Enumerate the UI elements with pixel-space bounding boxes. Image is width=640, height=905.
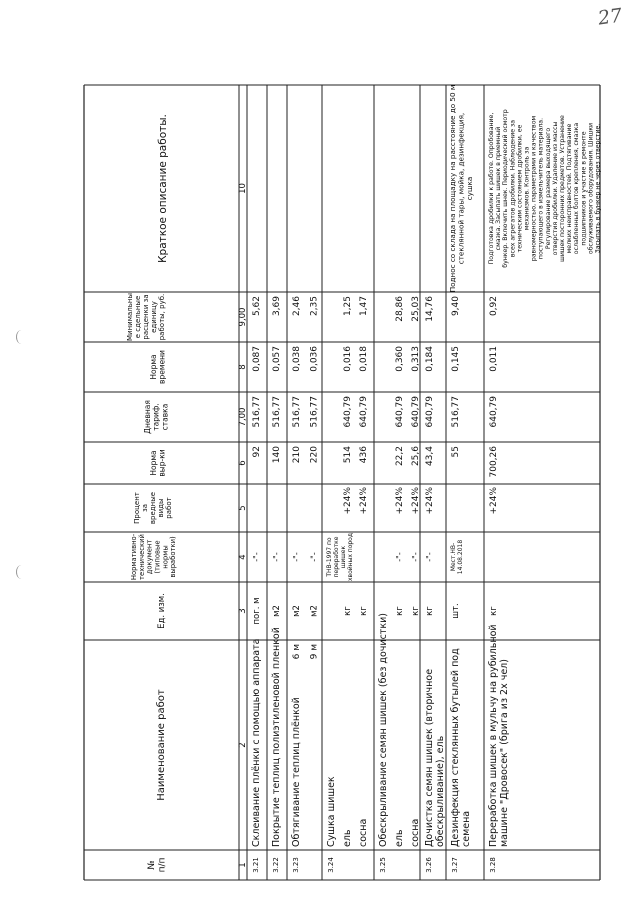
unit: м2 <box>309 605 320 617</box>
min-rate: 1,47 <box>359 296 369 317</box>
header-percent: Процентзавредныевидыработ <box>133 491 174 525</box>
row-number: 3.27 <box>451 857 459 873</box>
header-norm-output: Нормавыр-ки <box>149 449 167 477</box>
norm-document: -"- <box>309 552 319 562</box>
row-number: 3.25 <box>379 857 387 873</box>
tariff: 640,79 <box>411 396 421 428</box>
unit: кг <box>395 606 405 616</box>
norm-output: 436 <box>359 446 369 464</box>
norm-document: -"- <box>292 552 301 562</box>
min-rate: 5,62 <box>252 296 262 317</box>
column-number: 2 <box>238 742 248 748</box>
norm-document: Мест.НВ-14.08.2018 <box>450 539 464 575</box>
row-title: Сушка шишек <box>326 776 337 847</box>
work-name: Покрытие теплиц полиэтиленовой пленкой <box>271 627 282 847</box>
row-number: 3.22 <box>272 857 280 873</box>
norm-output: 700,26 <box>489 446 499 478</box>
row-number: 3.28 <box>489 857 497 873</box>
unit: пог. м <box>252 597 262 625</box>
work-name-suffix: 9 м <box>309 644 320 660</box>
tariff: 640,79 <box>343 396 353 428</box>
column-number: 10 <box>238 183 248 194</box>
header-name: Наименование работ <box>156 689 167 801</box>
norm-output: 220 <box>309 446 320 464</box>
percent: +24% <box>395 487 405 515</box>
unit: м2 <box>272 605 282 617</box>
row-number: 3.24 <box>327 857 335 873</box>
work-description: Поднос со склада на площадку на расстояние до 50 мстеклянной тары, мойка, дезинфекция,сушка <box>448 84 474 293</box>
norm-output: 210 <box>292 446 302 464</box>
unit: кг <box>343 606 353 616</box>
row-number: 3.26 <box>425 857 433 873</box>
row-title: Обескрыливание семян шишек (без дочистки) <box>378 613 389 847</box>
norm-time: 0,038 <box>292 346 302 372</box>
norm-document: -"- <box>425 552 434 562</box>
header-tariff: Дневнаятариф.ставка <box>143 400 170 434</box>
min-rate: 2,46 <box>292 296 302 317</box>
norm-time: 0,145 <box>451 346 461 372</box>
header-min-rate: Минимальные сдельныерасценки заединицуработы, руб. <box>126 293 167 341</box>
unit: кг <box>489 606 499 616</box>
tariff: 516,77 <box>272 396 282 428</box>
work-name: ель <box>394 829 405 847</box>
norm-time: 0,016 <box>343 346 353 372</box>
norm-document: -"- <box>411 552 420 562</box>
column-number: 7,00 <box>238 407 248 427</box>
tariff: 516,77 <box>309 396 320 428</box>
header-unit: Ед. изм. <box>157 593 167 629</box>
percent: +24% <box>359 487 369 515</box>
norm-time: 0,360 <box>395 346 405 372</box>
min-rate: 14,76 <box>425 296 435 322</box>
work-name: сосна <box>410 818 421 847</box>
punch-hole <box>16 565 27 579</box>
page-number: 27 <box>596 4 624 30</box>
min-rate: 28,86 <box>395 296 405 322</box>
column-number: 1 <box>238 862 248 868</box>
work-name: Дезинфекция стеклянных бутылей подсемена <box>450 648 472 847</box>
tariff: 640,79 <box>395 396 405 428</box>
norm-time: 0,057 <box>272 346 282 372</box>
punch-hole <box>16 330 27 344</box>
header-doc: Нормативно-техническийдокумент(типовыенормывыработки) <box>130 533 178 581</box>
work-name-suffix: 6 м <box>292 644 302 660</box>
column-number: 4 <box>238 554 248 560</box>
unit: м2 <box>292 605 302 617</box>
column-number: 9,00 <box>238 307 248 327</box>
norm-output: 22,2 <box>395 446 405 467</box>
norm-document: -"- <box>272 552 281 562</box>
min-rate: 1,25 <box>343 296 353 317</box>
tariff: 516,77 <box>252 396 262 428</box>
tariff: 516,77 <box>292 396 302 428</box>
tariff: 640,79 <box>425 396 435 428</box>
tariff: 516,77 <box>451 396 461 428</box>
unit: шт. <box>451 603 461 619</box>
percent: +24% <box>489 487 499 515</box>
norm-output: 55 <box>451 446 461 458</box>
percent: +24% <box>343 487 353 515</box>
tariff: 640,79 <box>489 396 499 428</box>
column-number: 6 <box>238 460 248 466</box>
header-description: Краткое описание работы. <box>157 114 169 263</box>
min-rate: 9,40 <box>451 296 461 317</box>
norm-output: 140 <box>272 446 282 464</box>
work-name: Дочистка семян шишек (вторичноеобескрыливание), ель <box>424 668 446 847</box>
norm-time: 0,184 <box>425 346 435 372</box>
row-number: 3.23 <box>292 857 300 873</box>
norm-time: 0,087 <box>252 346 262 372</box>
header-norm-time: Нормавремени <box>149 350 167 384</box>
work-name: Переработка шишек в мульчу на рубильноймашине "Дровосек" (брига из 2х чел) <box>488 624 510 847</box>
norm-document: -"- <box>252 552 261 562</box>
min-rate: 0,92 <box>489 296 499 317</box>
norm-output: 25,6 <box>411 446 421 467</box>
column-number: 3 <box>238 608 248 614</box>
min-rate: 2,35 <box>309 296 320 317</box>
percent: +24% <box>425 487 435 515</box>
norm-time: 0,036 <box>309 346 320 372</box>
norm-output: 92 <box>252 446 262 458</box>
tariff: 640,79 <box>359 396 369 428</box>
row-number: 3.21 <box>252 857 260 873</box>
norm-time: 0,018 <box>359 346 369 372</box>
norm-time: 0,313 <box>411 346 421 372</box>
work-name: ель <box>342 829 353 847</box>
unit: кг <box>359 606 369 616</box>
norm-output: 514 <box>343 446 353 464</box>
header-no: №п/п <box>147 857 168 873</box>
norm-time: 0,011 <box>489 346 499 372</box>
rotated-table-sheet <box>84 85 600 880</box>
column-number: 5 <box>238 505 248 511</box>
work-name: Обтягивание теплиц плёнкой <box>291 697 302 847</box>
work-norms-table <box>84 85 600 880</box>
norm-document: -"- <box>395 552 404 562</box>
work-name: сосна <box>358 818 369 847</box>
unit: кг <box>411 606 421 616</box>
min-rate: 25,03 <box>411 296 421 322</box>
norm-output: 43,4 <box>425 446 435 467</box>
percent: +24% <box>411 487 421 515</box>
min-rate: 3,69 <box>272 296 282 317</box>
norm-document: ТНВ-1997 попереработкешишекхвойных пород <box>326 533 354 581</box>
work-name: Склеивание плёнки с помощью аппарата <box>251 638 262 847</box>
work-description: Подготовка дробилки к работе. Опробование,смазка. Засыпать шишек в приемныйбункер. Включить шнек. Периодический осмотрвсех агрегатов дробилки. Наблюдение затехническим состоянием дробилки, еемеханизмов. Контроль заравномерностью, параметрами и качествомпоступающего в измельчитель материала.Регулирование размера выходящегоотверстия дробилки. Удаление из массышишек посторонних предметов. Устранениемелких неисправностей. Подтягиваниеослабленных болтов крепления, смазкаподшипников и участие в ремонтеобслуживаемого оборудования. ШишкиЗасыпать в бункер не через отверстие. <box>488 109 602 268</box>
column-number: 8 <box>238 364 248 370</box>
unit: кг <box>425 606 435 616</box>
